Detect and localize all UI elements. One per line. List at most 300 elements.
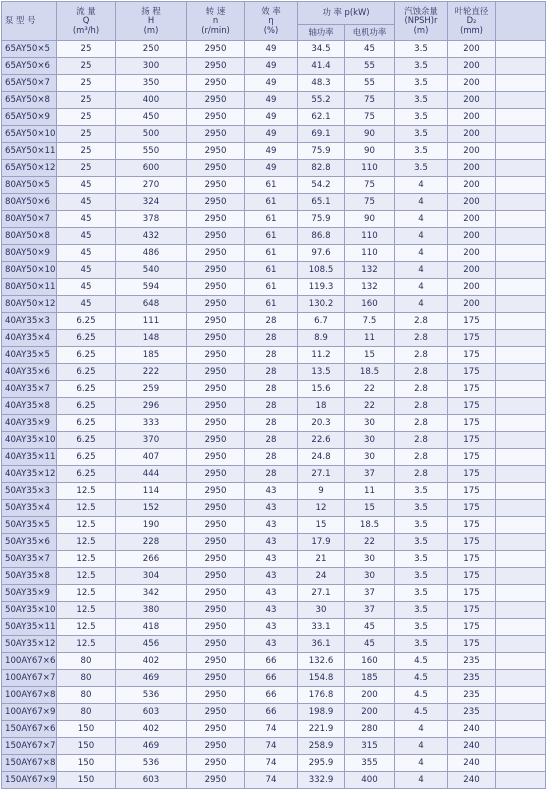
cell-blank	[496, 296, 546, 313]
cell-head: 500	[116, 126, 187, 143]
cell-blank	[496, 347, 546, 364]
cell-flow: 12.5	[57, 534, 116, 551]
pump-performance-table	[1, 1, 546, 789]
cell-speed: 2950	[187, 381, 245, 398]
cell-flow: 150	[57, 738, 116, 755]
table-row	[2, 483, 546, 500]
header-flow	[57, 2, 116, 41]
cell-speed: 2950	[187, 551, 245, 568]
cell-flow: 6.25	[57, 381, 116, 398]
cell-npsh: 4	[395, 211, 448, 228]
header-npsh-label: 汽蚀余量	[404, 5, 438, 16]
cell-efficiency: 74	[245, 721, 298, 738]
cell-head: 402	[116, 653, 187, 670]
header-shaft-power: 轴功率	[298, 25, 345, 41]
cell-head: 536	[116, 687, 187, 704]
cell-motor-power: 18.5	[345, 364, 395, 381]
cell-model: 40AY35×5	[2, 347, 57, 364]
cell-efficiency: 28	[245, 432, 298, 449]
cell-flow: 12.5	[57, 585, 116, 602]
cell-npsh: 4	[395, 228, 448, 245]
cell-head: 324	[116, 194, 187, 211]
cell-npsh: 2.8	[395, 364, 448, 381]
table-row	[2, 228, 546, 245]
header-head-unit: (m)	[143, 24, 159, 35]
cell-npsh: 3.5	[395, 500, 448, 517]
cell-npsh: 4	[395, 755, 448, 772]
cell-flow: 25	[57, 41, 116, 58]
cell-efficiency: 43	[245, 585, 298, 602]
cell-speed: 2950	[187, 772, 245, 789]
cell-shaft-power: 65.1	[298, 194, 345, 211]
cell-npsh: 3.5	[395, 58, 448, 75]
cell-blank	[496, 41, 546, 58]
table-row	[2, 466, 546, 483]
header-impeller-unit: (mm)	[460, 24, 483, 35]
cell-efficiency: 49	[245, 126, 298, 143]
cell-impeller: 200	[448, 41, 496, 58]
cell-flow: 12.5	[57, 500, 116, 517]
table-row	[2, 143, 546, 160]
cell-blank	[496, 313, 546, 330]
table-row	[2, 670, 546, 687]
cell-npsh: 4.5	[395, 653, 448, 670]
cell-shaft-power: 11.2	[298, 347, 345, 364]
table-row	[2, 534, 546, 551]
cell-shaft-power: 36.1	[298, 636, 345, 653]
cell-head: 648	[116, 296, 187, 313]
cell-blank	[496, 755, 546, 772]
cell-flow: 80	[57, 670, 116, 687]
table-row	[2, 262, 546, 279]
cell-shaft-power: 9	[298, 483, 345, 500]
cell-impeller: 175	[448, 449, 496, 466]
cell-speed: 2950	[187, 228, 245, 245]
cell-impeller: 175	[448, 602, 496, 619]
cell-speed: 2950	[187, 619, 245, 636]
cell-model: 40AY35×7	[2, 381, 57, 398]
cell-blank	[496, 602, 546, 619]
cell-impeller: 240	[448, 738, 496, 755]
cell-speed: 2950	[187, 245, 245, 262]
cell-model: 150AY67×7	[2, 738, 57, 755]
cell-efficiency: 61	[245, 211, 298, 228]
cell-shaft-power: 258.9	[298, 738, 345, 755]
cell-speed: 2950	[187, 432, 245, 449]
cell-flow: 45	[57, 194, 116, 211]
header-flow-label: 流 量	[76, 5, 96, 16]
table-row	[2, 347, 546, 364]
cell-impeller: 175	[448, 381, 496, 398]
cell-speed: 2950	[187, 738, 245, 755]
cell-flow: 25	[57, 75, 116, 92]
cell-speed: 2950	[187, 75, 245, 92]
cell-impeller: 200	[448, 160, 496, 177]
cell-efficiency: 74	[245, 755, 298, 772]
cell-efficiency: 43	[245, 551, 298, 568]
cell-impeller: 200	[448, 92, 496, 109]
cell-efficiency: 28	[245, 466, 298, 483]
table-row	[2, 126, 546, 143]
cell-model: 50AY35×12	[2, 636, 57, 653]
cell-motor-power: 15	[345, 500, 395, 517]
cell-head: 250	[116, 41, 187, 58]
cell-motor-power: 45	[345, 619, 395, 636]
cell-npsh: 4	[395, 177, 448, 194]
cell-motor-power: 45	[345, 636, 395, 653]
cell-blank	[496, 483, 546, 500]
cell-motor-power: 160	[345, 296, 395, 313]
cell-flow: 6.25	[57, 313, 116, 330]
cell-motor-power: 7.5	[345, 313, 395, 330]
cell-blank	[496, 551, 546, 568]
cell-speed: 2950	[187, 160, 245, 177]
cell-npsh: 3.5	[395, 517, 448, 534]
cell-npsh: 4	[395, 721, 448, 738]
cell-blank	[496, 160, 546, 177]
cell-impeller: 235	[448, 704, 496, 721]
cell-blank	[496, 381, 546, 398]
cell-shaft-power: 20.3	[298, 415, 345, 432]
cell-head: 432	[116, 228, 187, 245]
cell-flow: 12.5	[57, 568, 116, 585]
header-motor-power: 电机功率	[345, 25, 395, 41]
cell-efficiency: 28	[245, 398, 298, 415]
cell-shaft-power: 97.6	[298, 245, 345, 262]
cell-speed: 2950	[187, 534, 245, 551]
cell-speed: 2950	[187, 330, 245, 347]
cell-model: 40AY35×11	[2, 449, 57, 466]
cell-impeller: 200	[448, 109, 496, 126]
cell-shaft-power: 15	[298, 517, 345, 534]
cell-motor-power: 280	[345, 721, 395, 738]
cell-efficiency: 49	[245, 92, 298, 109]
cell-shaft-power: 17.9	[298, 534, 345, 551]
cell-flow: 45	[57, 211, 116, 228]
cell-shaft-power: 18	[298, 398, 345, 415]
cell-speed: 2950	[187, 483, 245, 500]
cell-motor-power: 55	[345, 58, 395, 75]
header-eff-label: 效 率	[261, 5, 281, 16]
header-blank	[496, 2, 546, 41]
cell-model: 40AY35×12	[2, 466, 57, 483]
cell-motor-power: 11	[345, 330, 395, 347]
cell-shaft-power: 130.2	[298, 296, 345, 313]
cell-npsh: 2.8	[395, 398, 448, 415]
cell-shaft-power: 75.9	[298, 211, 345, 228]
cell-motor-power: 30	[345, 449, 395, 466]
cell-flow: 25	[57, 126, 116, 143]
cell-flow: 45	[57, 245, 116, 262]
cell-blank	[496, 636, 546, 653]
cell-efficiency: 61	[245, 177, 298, 194]
cell-motor-power: 400	[345, 772, 395, 789]
cell-speed: 2950	[187, 466, 245, 483]
cell-blank	[496, 109, 546, 126]
cell-head: 444	[116, 466, 187, 483]
header-speed-unit: (r/min)	[201, 24, 230, 35]
cell-motor-power: 37	[345, 466, 395, 483]
cell-npsh: 2.8	[395, 466, 448, 483]
cell-efficiency: 28	[245, 364, 298, 381]
cell-npsh: 4	[395, 279, 448, 296]
cell-impeller: 240	[448, 721, 496, 738]
cell-motor-power: 22	[345, 381, 395, 398]
table-row	[2, 381, 546, 398]
cell-efficiency: 43	[245, 500, 298, 517]
table-row	[2, 313, 546, 330]
cell-head: 550	[116, 143, 187, 160]
cell-model: 65AY50×12	[2, 160, 57, 177]
cell-model: 65AY50×9	[2, 109, 57, 126]
cell-efficiency: 49	[245, 109, 298, 126]
cell-model: 50AY35×7	[2, 551, 57, 568]
cell-npsh: 4	[395, 738, 448, 755]
cell-blank	[496, 143, 546, 160]
cell-model: 80AY50×8	[2, 228, 57, 245]
cell-head: 603	[116, 704, 187, 721]
table-row	[2, 704, 546, 721]
cell-impeller: 200	[448, 75, 496, 92]
cell-speed: 2950	[187, 194, 245, 211]
header-eff-unit: (%)	[263, 24, 279, 35]
cell-model: 150AY67×8	[2, 755, 57, 772]
cell-npsh: 4	[395, 245, 448, 262]
cell-blank	[496, 75, 546, 92]
cell-flow: 80	[57, 653, 116, 670]
table-row	[2, 364, 546, 381]
header-impeller-label: 叶轮直径	[454, 5, 489, 16]
header-head-symbol: H	[147, 15, 155, 26]
cell-speed: 2950	[187, 517, 245, 534]
cell-shaft-power: 27.1	[298, 585, 345, 602]
cell-model: 80AY50×5	[2, 177, 57, 194]
cell-motor-power: 30	[345, 415, 395, 432]
cell-head: 378	[116, 211, 187, 228]
cell-blank	[496, 245, 546, 262]
cell-npsh: 4	[395, 194, 448, 211]
cell-blank	[496, 721, 546, 738]
cell-speed: 2950	[187, 58, 245, 75]
cell-speed: 2950	[187, 449, 245, 466]
cell-blank	[496, 228, 546, 245]
cell-head: 222	[116, 364, 187, 381]
cell-impeller: 200	[448, 126, 496, 143]
cell-speed: 2950	[187, 296, 245, 313]
header-model: 泵 型 号	[2, 2, 57, 41]
table-row	[2, 602, 546, 619]
header-speed	[187, 2, 245, 41]
cell-npsh: 3.5	[395, 160, 448, 177]
table-row	[2, 296, 546, 313]
header-efficiency	[245, 2, 298, 41]
cell-impeller: 175	[448, 568, 496, 585]
cell-npsh: 4.5	[395, 704, 448, 721]
cell-efficiency: 61	[245, 228, 298, 245]
cell-head: 603	[116, 772, 187, 789]
cell-impeller: 175	[448, 483, 496, 500]
cell-impeller: 240	[448, 772, 496, 789]
cell-head: 600	[116, 160, 187, 177]
cell-flow: 80	[57, 704, 116, 721]
cell-shaft-power: 8.9	[298, 330, 345, 347]
cell-blank	[496, 517, 546, 534]
cell-npsh: 4.5	[395, 687, 448, 704]
cell-head: 469	[116, 738, 187, 755]
cell-motor-power: 15	[345, 347, 395, 364]
cell-model: 150AY67×9	[2, 772, 57, 789]
cell-speed: 2950	[187, 721, 245, 738]
cell-blank	[496, 738, 546, 755]
cell-flow: 150	[57, 772, 116, 789]
cell-impeller: 175	[448, 619, 496, 636]
cell-head: 342	[116, 585, 187, 602]
cell-head: 300	[116, 58, 187, 75]
cell-model: 50AY35×9	[2, 585, 57, 602]
table-row	[2, 517, 546, 534]
cell-flow: 6.25	[57, 466, 116, 483]
cell-head: 190	[116, 517, 187, 534]
cell-impeller: 175	[448, 517, 496, 534]
cell-model: 50AY35×10	[2, 602, 57, 619]
cell-flow: 25	[57, 160, 116, 177]
cell-npsh: 3.5	[395, 602, 448, 619]
cell-flow: 150	[57, 721, 116, 738]
cell-blank	[496, 58, 546, 75]
cell-motor-power: 11	[345, 483, 395, 500]
cell-impeller: 175	[448, 534, 496, 551]
cell-efficiency: 28	[245, 313, 298, 330]
cell-blank	[496, 262, 546, 279]
cell-head: 486	[116, 245, 187, 262]
cell-head: 450	[116, 109, 187, 126]
cell-npsh: 2.8	[395, 313, 448, 330]
cell-shaft-power: 21	[298, 551, 345, 568]
cell-efficiency: 74	[245, 738, 298, 755]
cell-head: 259	[116, 381, 187, 398]
cell-impeller: 200	[448, 245, 496, 262]
cell-speed: 2950	[187, 347, 245, 364]
cell-flow: 6.25	[57, 330, 116, 347]
cell-speed: 2950	[187, 755, 245, 772]
cell-shaft-power: 27.1	[298, 466, 345, 483]
cell-head: 380	[116, 602, 187, 619]
cell-model: 65AY50×11	[2, 143, 57, 160]
table-row	[2, 41, 546, 58]
cell-impeller: 175	[448, 313, 496, 330]
cell-shaft-power: 75.9	[298, 143, 345, 160]
cell-flow: 12.5	[57, 517, 116, 534]
cell-efficiency: 43	[245, 483, 298, 500]
cell-speed: 2950	[187, 92, 245, 109]
cell-efficiency: 28	[245, 415, 298, 432]
cell-speed: 2950	[187, 636, 245, 653]
pump-spec-sheet	[1, 1, 545, 785]
cell-impeller: 175	[448, 432, 496, 449]
cell-blank	[496, 653, 546, 670]
cell-model: 50AY35×6	[2, 534, 57, 551]
cell-motor-power: 37	[345, 585, 395, 602]
cell-npsh: 3.5	[395, 143, 448, 160]
table-row	[2, 551, 546, 568]
table-row	[2, 58, 546, 75]
cell-impeller: 175	[448, 500, 496, 517]
cell-model: 80AY50×6	[2, 194, 57, 211]
table-body	[2, 41, 546, 789]
cell-head: 407	[116, 449, 187, 466]
cell-npsh: 4	[395, 772, 448, 789]
cell-speed: 2950	[187, 126, 245, 143]
cell-impeller: 200	[448, 58, 496, 75]
cell-impeller: 175	[448, 398, 496, 415]
cell-npsh: 3.5	[395, 483, 448, 500]
cell-blank	[496, 500, 546, 517]
table-row	[2, 772, 546, 789]
cell-motor-power: 30	[345, 432, 395, 449]
cell-shaft-power: 13.5	[298, 364, 345, 381]
cell-efficiency: 66	[245, 653, 298, 670]
table-row	[2, 92, 546, 109]
cell-npsh: 3.5	[395, 585, 448, 602]
header-npsh	[395, 2, 448, 41]
cell-head: 418	[116, 619, 187, 636]
cell-npsh: 3.5	[395, 551, 448, 568]
table-row	[2, 653, 546, 670]
cell-efficiency: 43	[245, 534, 298, 551]
cell-impeller: 200	[448, 228, 496, 245]
table-row	[2, 687, 546, 704]
cell-model: 100AY67×7	[2, 670, 57, 687]
cell-motor-power: 75	[345, 109, 395, 126]
cell-model: 80AY50×10	[2, 262, 57, 279]
cell-flow: 25	[57, 143, 116, 160]
cell-flow: 12.5	[57, 602, 116, 619]
cell-flow: 45	[57, 177, 116, 194]
cell-model: 80AY50×12	[2, 296, 57, 313]
cell-model: 40AY35×8	[2, 398, 57, 415]
cell-shaft-power: 6.7	[298, 313, 345, 330]
cell-shaft-power: 119.3	[298, 279, 345, 296]
cell-head: 402	[116, 721, 187, 738]
cell-flow: 12.5	[57, 636, 116, 653]
cell-model: 100AY67×8	[2, 687, 57, 704]
cell-impeller: 175	[448, 415, 496, 432]
cell-efficiency: 61	[245, 279, 298, 296]
cell-blank	[496, 534, 546, 551]
header-flow-unit: (m³/h)	[72, 24, 100, 35]
cell-head: 296	[116, 398, 187, 415]
cell-model: 50AY35×11	[2, 619, 57, 636]
cell-shaft-power: 132.6	[298, 653, 345, 670]
cell-speed: 2950	[187, 568, 245, 585]
cell-shaft-power: 15.6	[298, 381, 345, 398]
cell-efficiency: 49	[245, 75, 298, 92]
header-npsh-symbol: (NPSH)r	[404, 15, 438, 26]
cell-motor-power: 110	[345, 228, 395, 245]
cell-blank	[496, 92, 546, 109]
cell-model: 80AY50×9	[2, 245, 57, 262]
table-row	[2, 398, 546, 415]
cell-npsh: 2.8	[395, 449, 448, 466]
cell-impeller: 200	[448, 279, 496, 296]
cell-impeller: 200	[448, 177, 496, 194]
cell-efficiency: 43	[245, 636, 298, 653]
cell-motor-power: 55	[345, 75, 395, 92]
cell-model: 65AY50×5	[2, 41, 57, 58]
cell-model: 50AY35×4	[2, 500, 57, 517]
cell-motor-power: 30	[345, 551, 395, 568]
cell-shaft-power: 24	[298, 568, 345, 585]
